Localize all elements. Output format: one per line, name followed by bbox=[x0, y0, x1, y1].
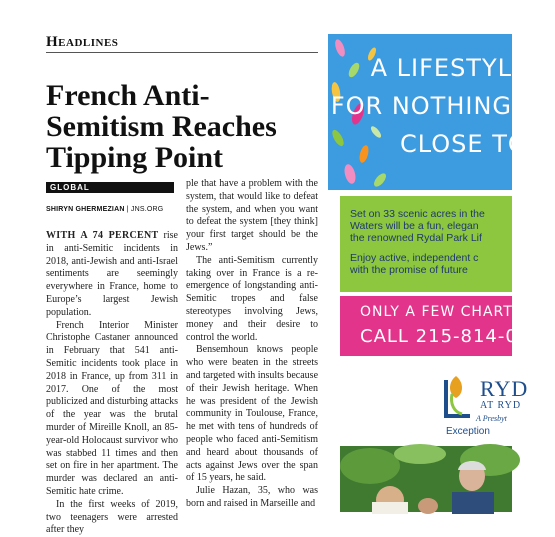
ad-call-to-action[interactable] bbox=[340, 296, 555, 356]
paragraph-text: rise in anti-Semitic incidents in 2018, anti-Jewish and anti-Israel sentiments are seemingly everywhere in France, home to Europe’s largest Jewish population. bbox=[46, 230, 178, 318]
byline-source: | JNS.ORG bbox=[124, 206, 164, 213]
ad-phone[interactable]: CALL 215-814-0355 bbox=[360, 326, 555, 347]
article-paragraph: The anti-Semitism currently taking over in France is a re-emergence of longstanding anti-Semitic tropes and false stereotypes involving Jews, money and their desire to control the world. bbox=[186, 254, 318, 343]
article-paragraph: French Interior Minister Christophe Castaner announced in February that 541 anti-Semitic incidents took place in 2018 in France, up from 311 in 2017. One of the most publicized and disturbing attacks of the year was the brutal murder of Mireille Knoll, an 85-year-old Holocaust survivor who was stabbed 11 times and then set on fire in her apartment. The murder was declared an anti-Semitic hate crime. bbox=[46, 319, 178, 497]
ad-text: Set on 33 scenic acres in the bbox=[350, 208, 485, 220]
rydal-logo-icon bbox=[436, 372, 476, 424]
article-column-1 bbox=[46, 230, 178, 536]
ad-text: Enjoy active, independent c bbox=[350, 252, 479, 264]
logo-subtitle: AT RYD bbox=[480, 400, 522, 411]
ad-slogan: Exception bbox=[446, 426, 490, 437]
article-paragraph: Bensemhoun knows people who were beaten in the streets and targeted with insults because of their Jewish heritage. When he was president of the Jewish community in Toulouse, France, he met with tens of hundreds of people who faced anti-Semitism and heard about thousands of acts against Jews over the span of 15 years, he said. bbox=[186, 344, 319, 484]
advertisement[interactable] bbox=[328, 34, 555, 512]
ad-slogan-strip bbox=[328, 426, 512, 440]
byline bbox=[46, 206, 163, 213]
ad-logo-area bbox=[328, 360, 529, 456]
ad-photo bbox=[340, 446, 512, 512]
lead-in: WITH A 74 PERCENT bbox=[46, 230, 159, 241]
section-divider bbox=[46, 52, 318, 53]
ad-banner bbox=[328, 34, 528, 190]
article-headline: French Anti-Semitism Reaches Tipping Point bbox=[46, 79, 277, 174]
ad-cta-text: ONLY A FEW CHARTER bbox=[360, 304, 534, 320]
ad-text: with the promise of future bbox=[350, 264, 468, 276]
article-paragraph: Julie Hazan, 35, who was born and raised in Marseille and bbox=[186, 485, 318, 509]
byline-author: SHIRYN GHERMEZIAN bbox=[46, 206, 125, 213]
ad-headline: CLOSE TO bbox=[400, 130, 528, 158]
ad-headline: A LIFESTYL bbox=[370, 54, 512, 82]
ad-headline: FOR NOTHING bbox=[330, 92, 512, 120]
ad-description-box bbox=[340, 196, 512, 292]
category-label: GLOBAL bbox=[46, 182, 174, 193]
article-paragraph bbox=[46, 230, 178, 320]
logo-tagline: A Presbyt bbox=[476, 414, 507, 423]
article-paragraph: ple that have a problem with the system, that would like to defeat the system, and when you want to defeat the system [they think] your first target should be the Jews.” bbox=[186, 178, 318, 253]
ad-text: Waters will be a fun, elegan bbox=[350, 220, 479, 232]
section-label: Headlines bbox=[46, 34, 119, 50]
article-paragraph: In the first weeks of 2019, two teenagers were arrested after they bbox=[46, 498, 178, 536]
people-photo-icon bbox=[340, 446, 512, 512]
logo-name: RYD bbox=[480, 376, 529, 401]
article-column-2 bbox=[186, 178, 318, 512]
ad-text: the renowned Rydal Park Lif bbox=[350, 232, 482, 244]
